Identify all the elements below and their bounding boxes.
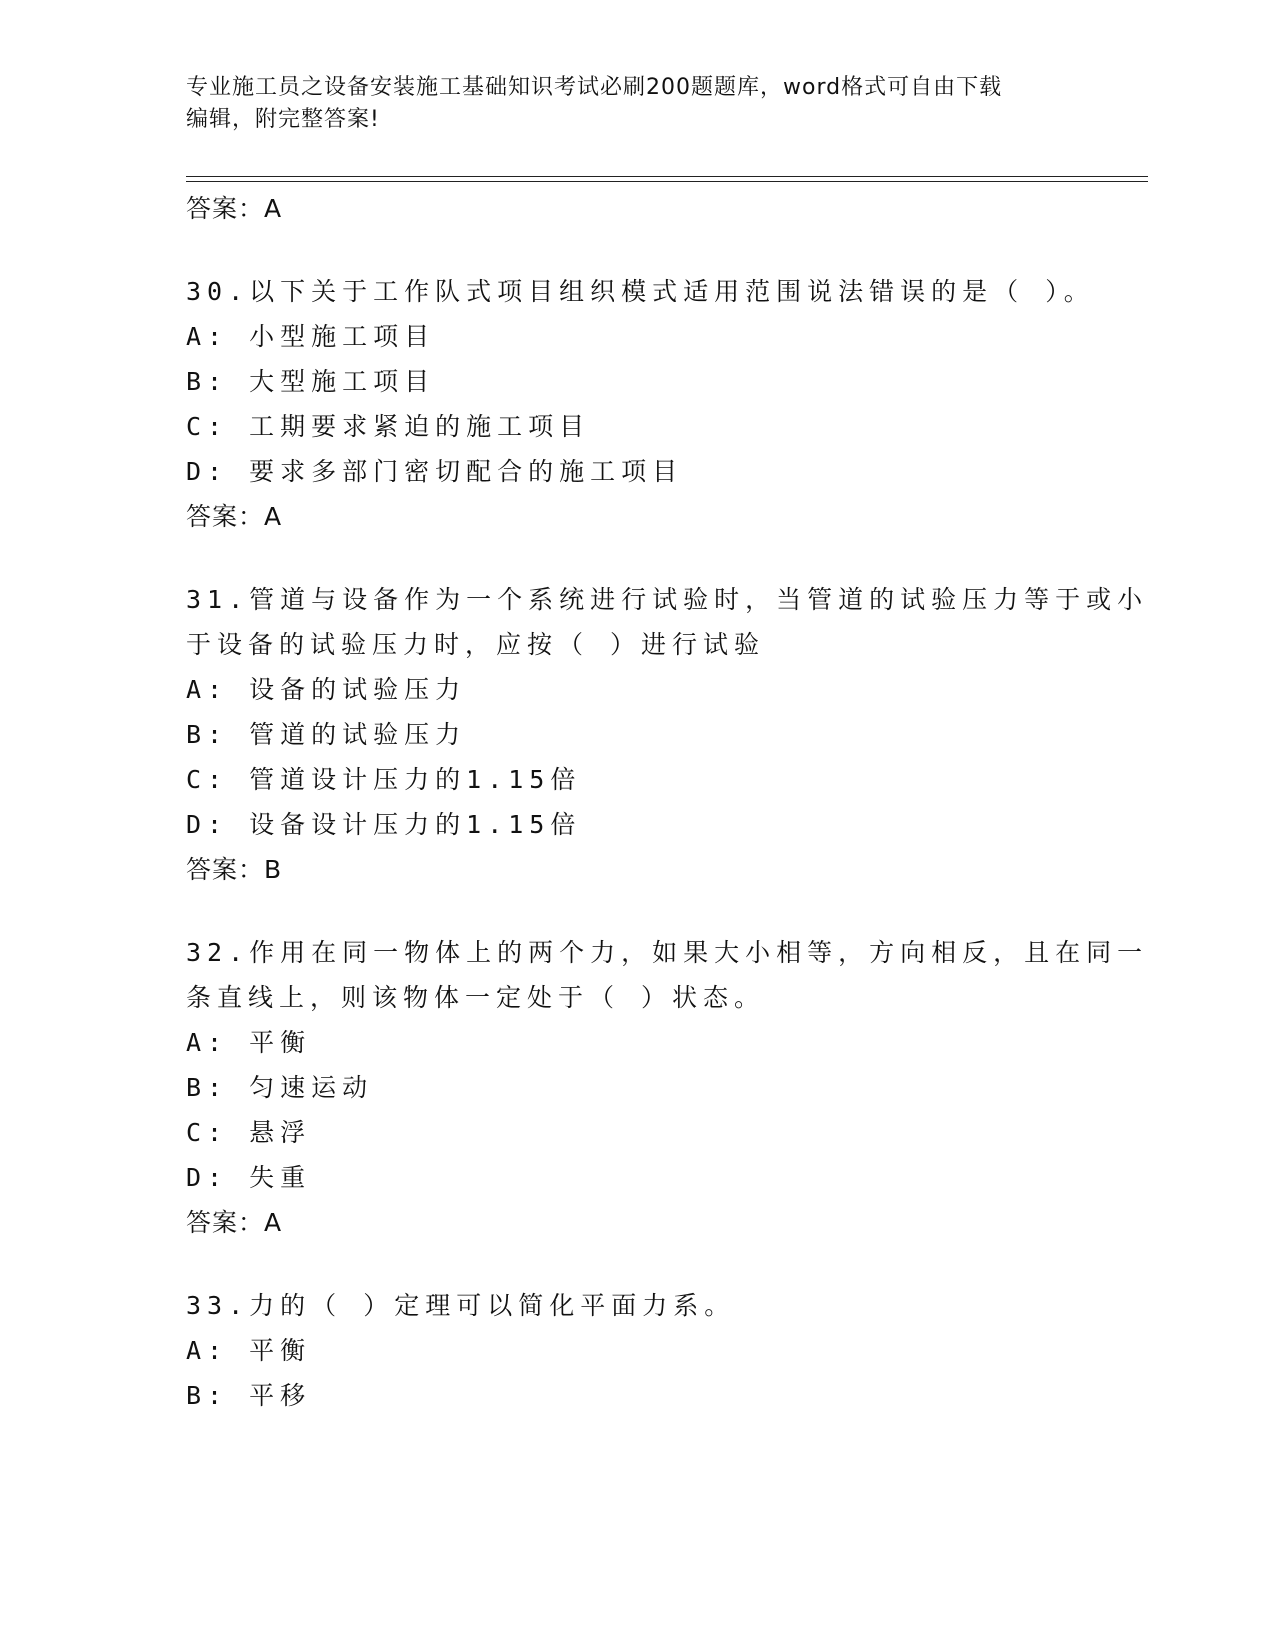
answer-31: 答案：B [186,855,283,884]
header-line-2: 编辑，附完整答案! [186,107,380,132]
question-32-option-b: B: 匀速运动 [186,1073,374,1102]
question-30 [186,269,1095,540]
question-33-option-a: A: 平衡 [186,1336,312,1365]
question-31-option-c: C: 管道设计压力的1.15倍 [186,765,582,794]
question-31 [186,577,1149,893]
question-33-option-b: B: 平移 [186,1381,312,1410]
question-33-text: 33.力的（ ）定理可以简化平面力系。 [186,1291,736,1320]
question-31-option-b: B: 管道的试验压力 [186,720,467,749]
question-31-option-a: A: 设备的试验压力 [186,675,467,704]
question-32 [186,930,1149,1246]
header-line-1: 专业施工员之设备安装施工基础知识考试必刷200题题库，word格式可自由下载 [186,75,1003,100]
header-divider-thin [186,181,1148,182]
answer-29: 答案：A [186,194,283,223]
answer-30: 答案：A [186,502,283,531]
question-32-option-a: A: 平衡 [186,1028,312,1057]
question-31-text-line-2: 于设备的试验压力时，应按（ ）进行试验 [186,630,766,659]
question-32-option-c: C: 悬浮 [186,1118,312,1147]
question-30-option-b: B: 大型施工项目 [186,367,436,396]
question-30-option-a: A: 小型施工项目 [186,322,436,351]
question-31-text-line-1: 31.管道与设备作为一个系统进行试验时，当管道的试验压力等于或小 [186,585,1149,614]
question-32-option-d: D: 失重 [186,1163,312,1192]
question-30-text: 30.以下关于工作队式项目组织模式适用范围说法错误的是（ ）。 [186,277,1095,306]
question-32-text-line-2: 条直线上，则该物体一定处于（ ）状态。 [186,983,766,1012]
question-list [186,186,1149,1418]
question-30-option-d: D: 要求多部门密切配合的施工项目 [186,457,684,486]
question-33 [186,1283,1086,1418]
question-30-option-c: C: 工期要求紧迫的施工项目 [186,412,591,441]
document-header [186,72,1066,136]
question-32-text-line-1: 32.作用在同一物体上的两个力，如果大小相等，方向相反，且在同一 [186,938,1149,967]
answer-32: 答案：A [186,1208,283,1237]
question-31-option-d: D: 设备设计压力的1.15倍 [186,810,582,839]
header-divider-thick [186,176,1148,177]
